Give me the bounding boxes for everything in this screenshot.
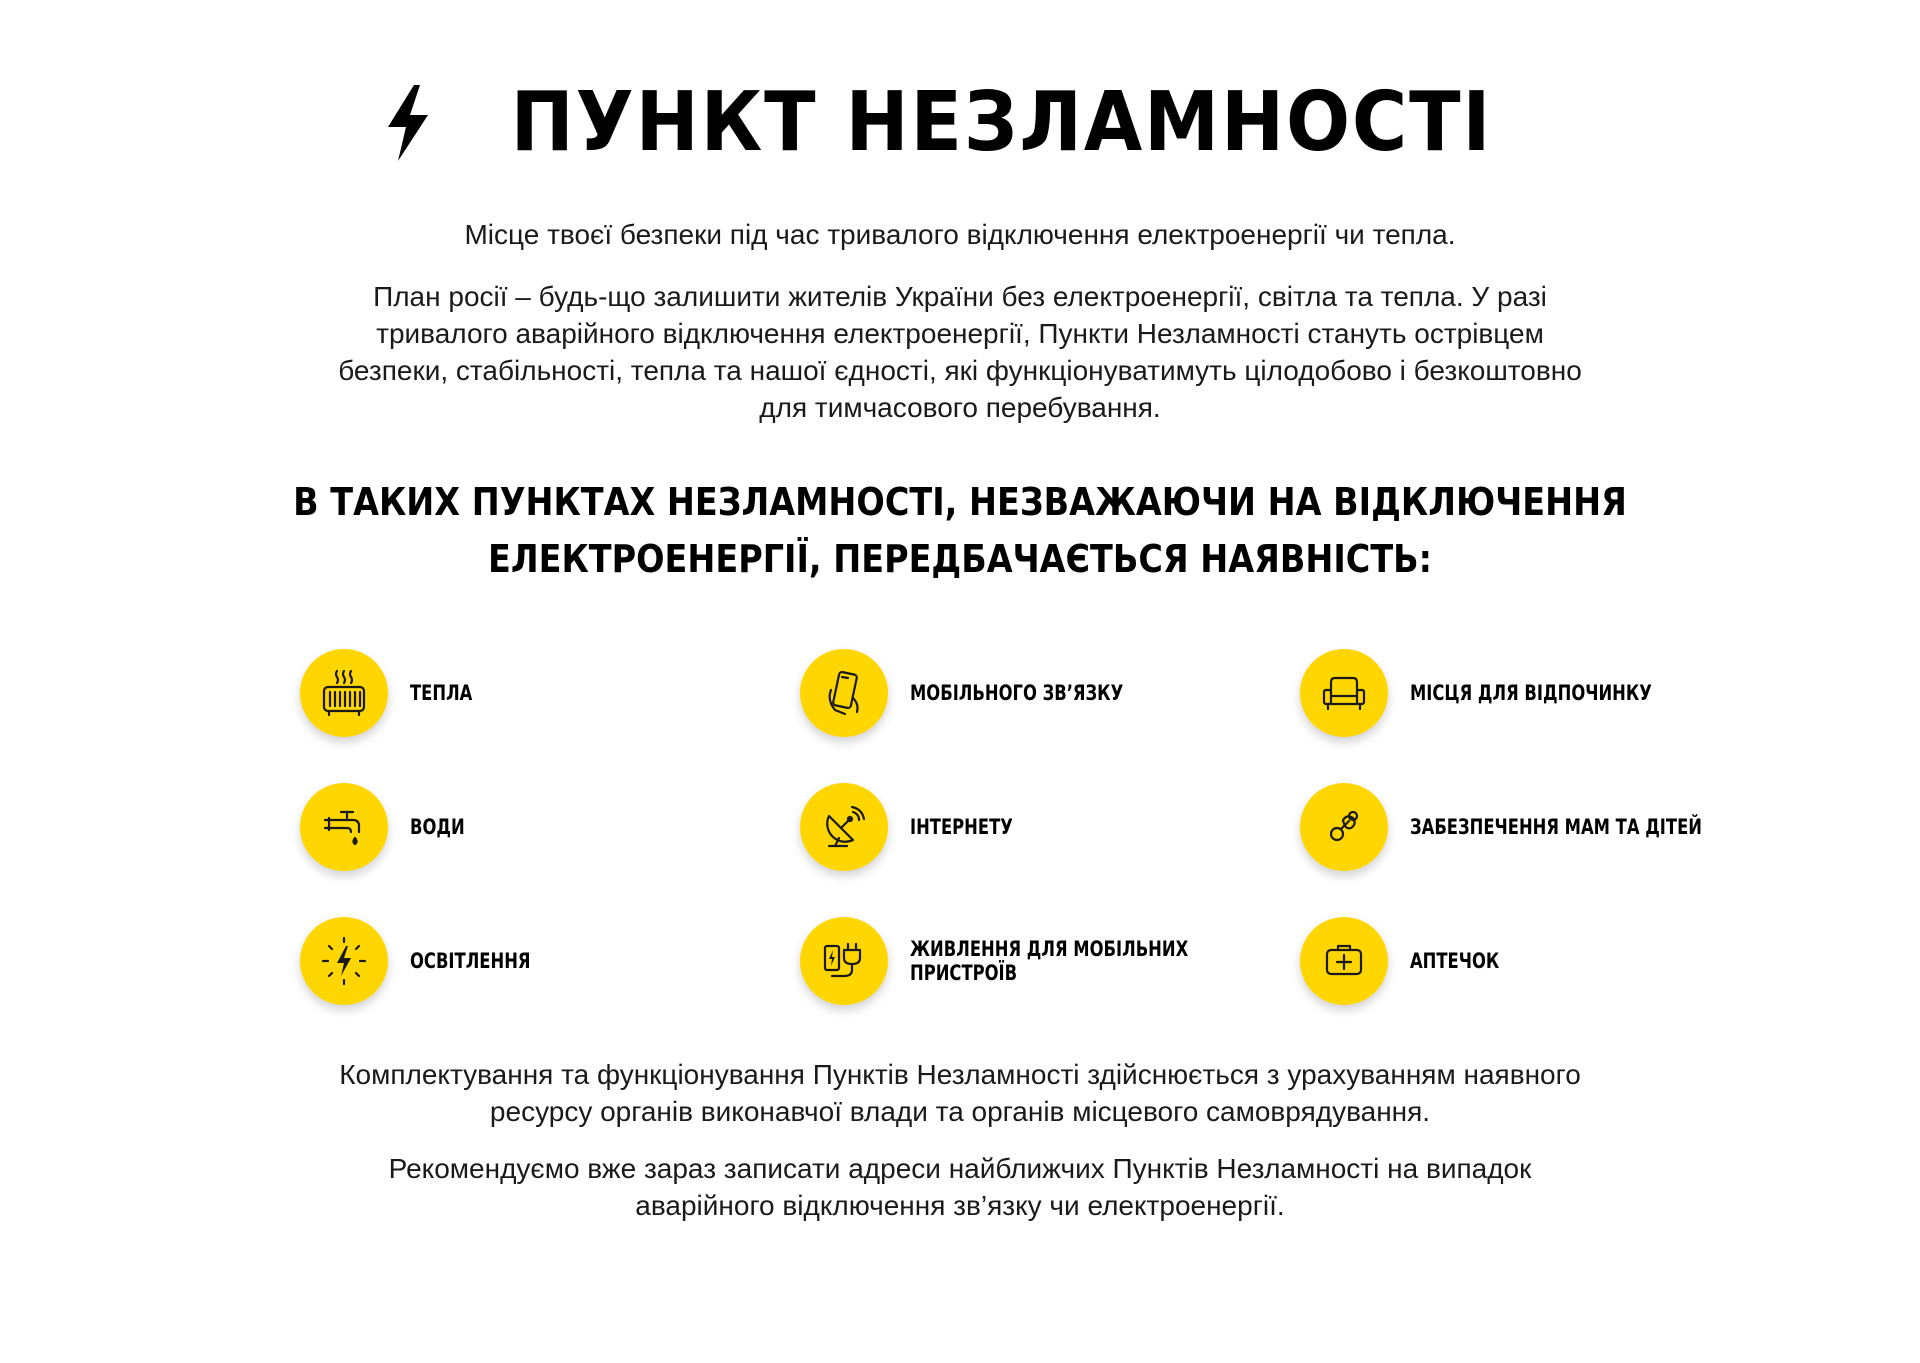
feature-label: ВОДИ	[410, 815, 465, 839]
pacifier-icon	[1300, 783, 1388, 871]
feature-label-line: ЖИВЛЕННЯ ДЛЯ МОБІЛЬНИХ	[910, 937, 1189, 961]
intro-subtitle-line: Місце твоєї безпеки під час тривалого відключення електроенергії чи тепла.	[464, 219, 1456, 250]
section-heading-line: В ТАКИХ ПУНКТАХ НЕЗЛАМНОСТІ, НЕЗВАЖАЮЧИ НА ВІДКЛЮЧЕННЯ	[293, 480, 1627, 524]
smartphone-icon	[800, 649, 888, 737]
feature-rest-place	[1300, 648, 1720, 738]
satellite-dish-icon	[800, 783, 888, 871]
intro-description	[0, 278, 1920, 426]
feature-label: ЗАБЕЗПЕЧЕННЯ МАМ ТА ДІТЕЙ	[1410, 815, 1702, 839]
first-aid-kit-icon	[1300, 917, 1388, 1005]
charging-plug-icon	[800, 917, 888, 1005]
feature-first-aid	[1300, 916, 1525, 1006]
feature-label: АПТЕЧОК	[1410, 949, 1500, 973]
feature-lighting	[300, 916, 565, 1006]
armchair-icon	[1300, 649, 1388, 737]
water-tap-icon	[300, 783, 388, 871]
feature-mobile-connection	[800, 648, 1183, 738]
page-title: ПУНКТ НЕЗЛАМНОСТІ	[511, 75, 1493, 170]
feature-water	[300, 782, 480, 872]
light-spark-icon	[300, 917, 388, 1005]
feature-internet	[800, 782, 1042, 872]
feature-label: ТЕПЛА	[410, 681, 473, 705]
lightning-bolt-icon	[384, 85, 432, 161]
outro-staffing-line: Комплектування та функціонування Пунктів Незламності здійснюється з урахуванням наявного	[339, 1059, 1581, 1090]
feature-label	[910, 937, 1188, 985]
intro-description-line: тривалого аварійного відключення електроенергії, Пункти Незламності стануть острівцем	[376, 318, 1544, 349]
intro-description-line: План росії – будь-що залишити жителів України без електроенергії, світла та тепла. У разі	[373, 281, 1547, 312]
section-heading	[0, 474, 1920, 588]
outro-staffing-line: ресурсу органів виконавчої влади та органів місцевого самоврядування.	[489, 1096, 1431, 1127]
feature-label: МОБІЛЬНОГО ЗВ’ЯЗКУ	[910, 681, 1124, 705]
feature-mothers-children	[1300, 782, 1784, 872]
feature-device-charging	[800, 916, 1267, 1006]
outro-recommendation	[0, 1150, 1920, 1224]
feature-label-line: ПРИСТРОЇВ	[910, 961, 1018, 985]
radiator-icon	[300, 649, 388, 737]
feature-label: ОСВІТЛЕННЯ	[410, 949, 531, 973]
outro-recommendation-line: Рекомендуємо вже зараз записати адреси найближчих Пунктів Незламності на випадок	[388, 1153, 1532, 1184]
intro-subtitle	[0, 216, 1920, 253]
feature-label: МІСЦЯ ДЛЯ ВІДПОЧИНКУ	[1410, 681, 1652, 705]
outro-staffing-note	[0, 1056, 1920, 1130]
intro-description-line: для тимчасового перебування.	[759, 392, 1161, 423]
intro-description-line: безпеки, стабільності, тепла та нашої єдності, які функціонуватимуть цілодобово і безкоштовно	[338, 355, 1582, 386]
feature-label: ІНТЕРНЕТУ	[910, 815, 1013, 839]
outro-recommendation-line: аварійного відключення зв’язку чи електроенергії.	[635, 1190, 1285, 1221]
feature-heat	[300, 648, 490, 738]
section-heading-line: ЕЛЕКТРОЕНЕРГІЇ, ПЕРЕДБАЧАЄТЬСЯ НАЯВНІСТЬ:	[487, 537, 1433, 581]
title-row	[0, 75, 1920, 170]
features-grid	[300, 648, 1720, 1018]
